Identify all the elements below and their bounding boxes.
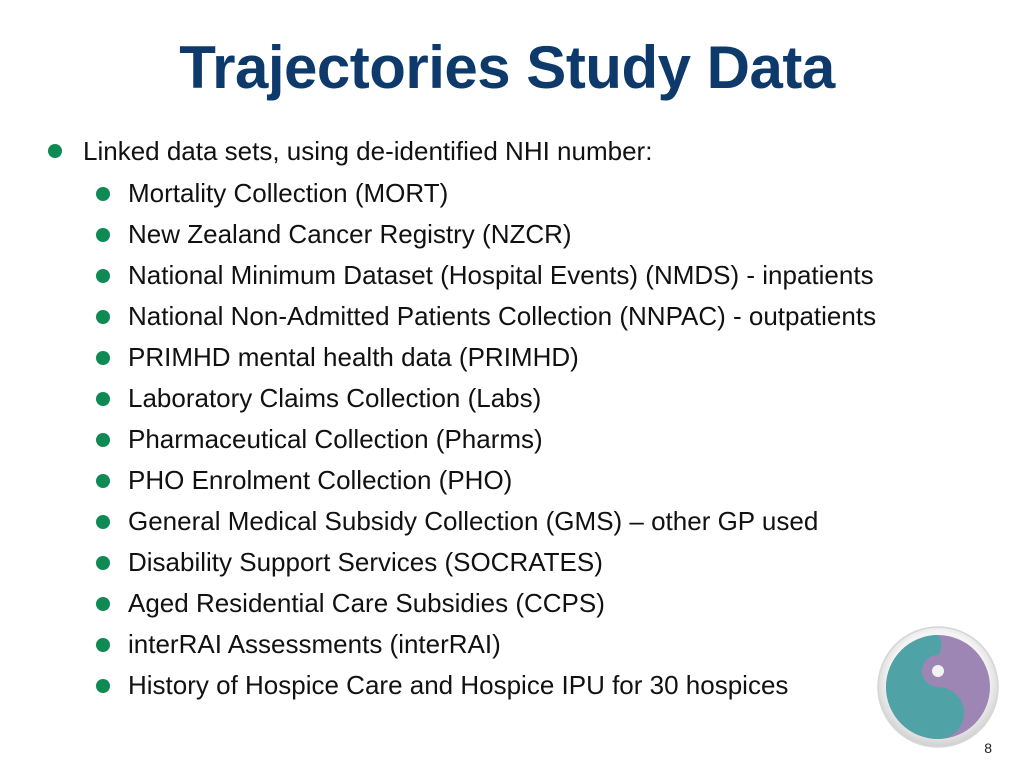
- bullet-icon: [96, 269, 110, 283]
- slide-title: Trajectories Study Data: [179, 34, 835, 101]
- sub-bullet-item: [96, 542, 876, 583]
- bullet-icon: [96, 228, 110, 242]
- bullet-icon: [96, 433, 110, 447]
- sub-bullet-text: Disability Support Services (SOCRATES): [128, 547, 603, 577]
- bullet-icon: [48, 144, 62, 158]
- page-number: 8: [984, 740, 992, 756]
- main-bullet-text: Linked data sets, using de-identified NHI number:: [83, 135, 653, 166]
- sub-bullet-text: PRIMHD mental health data (PRIMHD): [128, 342, 579, 372]
- bullet-icon: [96, 351, 110, 365]
- main-bullet: [48, 134, 652, 168]
- sub-bullet-item: [96, 419, 876, 460]
- bullet-icon: [96, 310, 110, 324]
- bullet-icon: [96, 474, 110, 488]
- sub-bullet-text: PHO Enrolment Collection (PHO): [128, 465, 513, 495]
- logo-eye: [932, 665, 944, 677]
- sub-bullet-text: Mortality Collection (MORT): [128, 178, 449, 208]
- bullet-icon: [96, 556, 110, 570]
- sub-bullet-text: Aged Residential Care Subsidies (CCPS): [128, 588, 605, 618]
- bullet-icon: [96, 679, 110, 693]
- sub-bullet-list: [96, 173, 876, 706]
- sub-bullet-item: [96, 337, 876, 378]
- bullet-icon: [96, 187, 110, 201]
- sub-bullet-item: [96, 501, 876, 542]
- koru-logo-icon: [876, 625, 1000, 749]
- sub-bullet-item: [96, 665, 876, 706]
- sub-bullet-text: interRAI Assessments (interRAI): [128, 629, 501, 659]
- bullet-icon: [96, 392, 110, 406]
- bullet-icon: [96, 515, 110, 529]
- sub-bullet-item: [96, 624, 876, 665]
- sub-bullet-item: [96, 296, 876, 337]
- sub-bullet-item: [96, 583, 876, 624]
- sub-bullet-text: New Zealand Cancer Registry (NZCR): [128, 219, 572, 249]
- bullet-icon: [96, 597, 110, 611]
- sub-bullet-text: National Minimum Dataset (Hospital Events) (NMDS) - inpatients: [128, 260, 874, 290]
- sub-bullet-item: [96, 460, 876, 501]
- sub-bullet-text: National Non-Admitted Patients Collection (NNPAC) - outpatients: [128, 301, 877, 331]
- sub-bullet-text: Laboratory Claims Collection (Labs): [128, 383, 542, 413]
- sub-bullet-item: [96, 173, 876, 214]
- sub-bullet-text: Pharmaceutical Collection (Pharms): [128, 424, 543, 454]
- sub-bullet-text: General Medical Subsidy Collection (GMS) – other GP used: [128, 506, 819, 536]
- sub-bullet-item: [96, 378, 876, 419]
- sub-bullet-item: [96, 214, 876, 255]
- sub-bullet-text: History of Hospice Care and Hospice IPU for 30 hospices: [128, 670, 789, 700]
- bullet-icon: [96, 638, 110, 652]
- sub-bullet-item: [96, 255, 876, 296]
